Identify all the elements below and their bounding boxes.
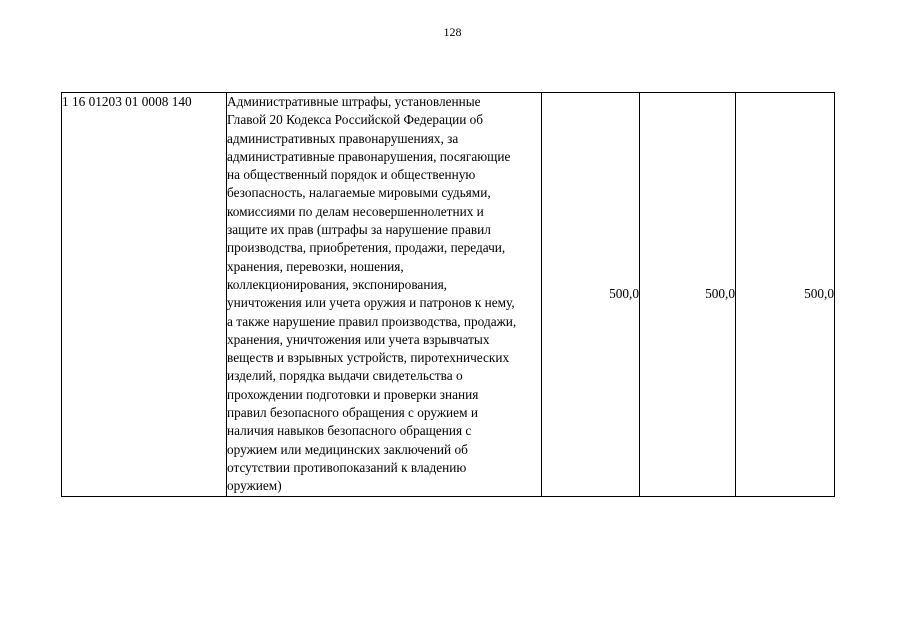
description-line: Главой 20 Кодекса Российской Федерации об: [227, 112, 484, 128]
amount-year-3: 500,0: [736, 93, 835, 497]
description-line: уничтожения или учета оружия и патронов к нему,: [227, 295, 515, 311]
description-line: хранения, уничтожения или учета взрывчатых: [227, 331, 490, 347]
table-row: [62, 93, 835, 497]
description-line: административных правонарушениях, за: [227, 130, 459, 146]
page-number: 128: [443, 25, 462, 39]
description-line: административные правонарушения, посягающие: [227, 148, 511, 164]
description-line: безопасность, налагаемые мировыми судьями,: [227, 185, 491, 201]
description-line: производства, приобретения, продажи, передачи,: [227, 240, 506, 256]
description-line: оружием): [227, 478, 282, 494]
description-line: правил безопасного обращения с оружием и: [227, 405, 478, 421]
description-line: изделий, порядка выдачи свидетельства о: [227, 368, 463, 384]
description-line: оружием или медицинских заключений об: [227, 441, 468, 457]
income-description: [227, 93, 542, 497]
description-line: Административные штрафы, установленные: [227, 94, 481, 109]
description-line: прохождении подготовки и проверки знания: [227, 386, 479, 402]
budget-classification-code: 1 16 01203 01 0008 140: [62, 93, 227, 497]
amount-year-2: 500,0: [640, 93, 736, 497]
description-line: а также нарушение правил производства, продажи,: [227, 313, 517, 329]
description-line: хранения, перевозки, ношения,: [227, 258, 404, 274]
description-line: на общественный порядок и общественную: [227, 167, 476, 183]
description-line: коллекционирования, экспонирования,: [227, 276, 448, 292]
description-line: отсутствии противопоказаний к владению: [227, 459, 467, 475]
description-line: наличия навыков безопасного обращения с: [227, 423, 472, 439]
budget-table: [61, 92, 835, 497]
description-line: комиссиями по делам несовершеннолетних и: [227, 203, 484, 219]
amount-year-1: 500,0: [542, 93, 640, 497]
description-line: защите их прав (штрафы за нарушение правил: [227, 222, 491, 238]
description-line: веществ и взрывных устройств, пиротехнических: [227, 350, 510, 366]
